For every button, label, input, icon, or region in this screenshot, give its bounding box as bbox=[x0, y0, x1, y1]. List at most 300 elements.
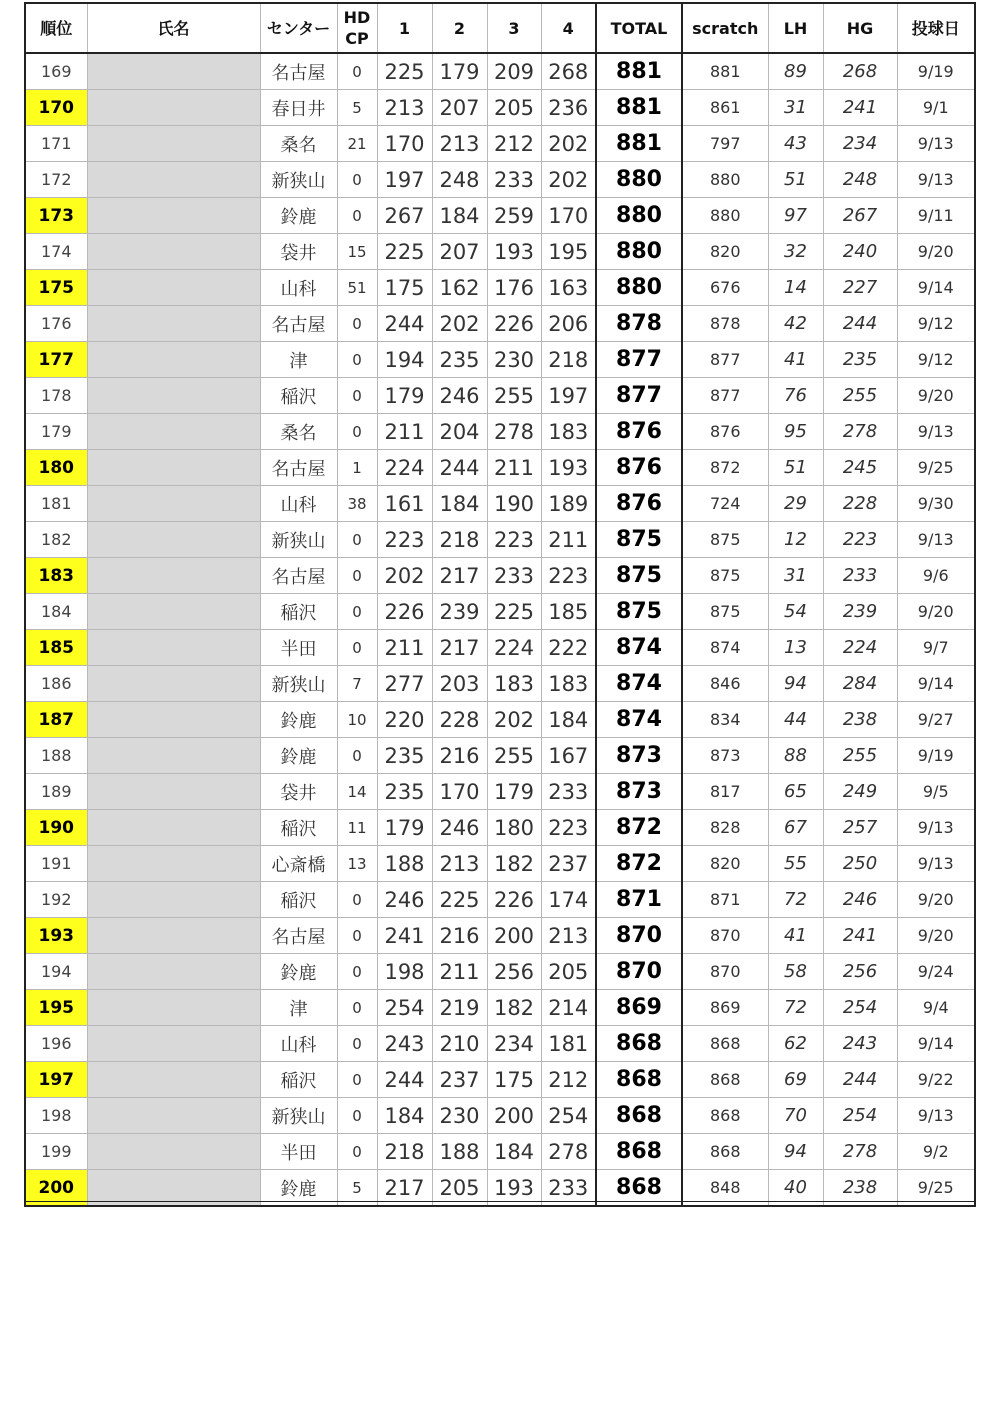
row-rank: 171 bbox=[25, 126, 87, 162]
row-game-3: 230 bbox=[487, 342, 541, 378]
row-hg: 239 bbox=[823, 594, 897, 630]
table-row bbox=[25, 234, 975, 270]
row-rank: 200 bbox=[25, 1170, 87, 1207]
row-game-4: 195 bbox=[541, 234, 596, 270]
row-hdcp: 0 bbox=[337, 522, 377, 558]
row-game-1: 184 bbox=[377, 1098, 432, 1134]
row-name-redacted bbox=[87, 414, 260, 450]
header-game-1: 1 bbox=[377, 3, 432, 53]
row-hg: 284 bbox=[823, 666, 897, 702]
row-game-3: 278 bbox=[487, 414, 541, 450]
row-center: 山科 bbox=[260, 270, 337, 306]
row-date: 9/2 bbox=[897, 1134, 975, 1170]
row-game-1: 211 bbox=[377, 630, 432, 666]
row-game-2: 237 bbox=[432, 1062, 487, 1098]
row-game-3: 180 bbox=[487, 810, 541, 846]
row-game-4: 202 bbox=[541, 162, 596, 198]
row-total: 881 bbox=[596, 53, 682, 90]
row-date: 9/12 bbox=[897, 342, 975, 378]
row-scratch: 872 bbox=[682, 450, 768, 486]
row-total: 876 bbox=[596, 414, 682, 450]
row-name-redacted bbox=[87, 954, 260, 990]
row-date: 9/13 bbox=[897, 1098, 975, 1134]
row-center: 袋井 bbox=[260, 234, 337, 270]
row-center: 稲沢 bbox=[260, 594, 337, 630]
row-game-4: 183 bbox=[541, 414, 596, 450]
row-date: 9/25 bbox=[897, 450, 975, 486]
row-name-redacted bbox=[87, 702, 260, 738]
table-row bbox=[25, 630, 975, 666]
row-name-redacted bbox=[87, 90, 260, 126]
row-lh: 89 bbox=[768, 53, 823, 90]
row-center: 袋井 bbox=[260, 774, 337, 810]
row-hg: 233 bbox=[823, 558, 897, 594]
row-hg: 278 bbox=[823, 1134, 897, 1170]
row-game-3: 182 bbox=[487, 846, 541, 882]
row-lh: 42 bbox=[768, 306, 823, 342]
row-game-4: 254 bbox=[541, 1098, 596, 1134]
header-game-2: 2 bbox=[432, 3, 487, 53]
row-game-3: 205 bbox=[487, 90, 541, 126]
row-total: 880 bbox=[596, 162, 682, 198]
row-game-4: 268 bbox=[541, 53, 596, 90]
row-rank: 181 bbox=[25, 486, 87, 522]
row-game-3: 233 bbox=[487, 162, 541, 198]
row-game-1: 198 bbox=[377, 954, 432, 990]
row-center: 稲沢 bbox=[260, 810, 337, 846]
row-center: 鈴鹿 bbox=[260, 1170, 337, 1207]
row-center: 新狭山 bbox=[260, 1098, 337, 1134]
row-name-redacted bbox=[87, 306, 260, 342]
row-scratch: 820 bbox=[682, 234, 768, 270]
row-game-2: 213 bbox=[432, 846, 487, 882]
row-rank: 186 bbox=[25, 666, 87, 702]
row-hg: 238 bbox=[823, 1170, 897, 1207]
row-hdcp: 0 bbox=[337, 1098, 377, 1134]
row-game-4: 184 bbox=[541, 702, 596, 738]
row-game-1: 241 bbox=[377, 918, 432, 954]
row-game-2: 218 bbox=[432, 522, 487, 558]
row-date: 9/20 bbox=[897, 882, 975, 918]
row-lh: 72 bbox=[768, 990, 823, 1026]
row-game-4: 223 bbox=[541, 558, 596, 594]
row-hdcp: 13 bbox=[337, 846, 377, 882]
row-rank: 185 bbox=[25, 630, 87, 666]
row-game-1: 179 bbox=[377, 810, 432, 846]
row-game-3: 193 bbox=[487, 234, 541, 270]
row-game-2: 204 bbox=[432, 414, 487, 450]
row-hdcp: 0 bbox=[337, 414, 377, 450]
row-date: 9/20 bbox=[897, 378, 975, 414]
row-game-2: 203 bbox=[432, 666, 487, 702]
row-center: 稲沢 bbox=[260, 882, 337, 918]
row-game-1: 197 bbox=[377, 162, 432, 198]
row-lh: 94 bbox=[768, 1134, 823, 1170]
row-game-2: 202 bbox=[432, 306, 487, 342]
row-game-3: 193 bbox=[487, 1170, 541, 1207]
row-name-redacted bbox=[87, 342, 260, 378]
row-game-2: 216 bbox=[432, 738, 487, 774]
row-game-1: 175 bbox=[377, 270, 432, 306]
row-date: 9/13 bbox=[897, 162, 975, 198]
row-rank: 170 bbox=[25, 90, 87, 126]
row-lh: 44 bbox=[768, 702, 823, 738]
row-game-4: 222 bbox=[541, 630, 596, 666]
row-rank: 176 bbox=[25, 306, 87, 342]
table-row bbox=[25, 774, 975, 810]
row-lh: 55 bbox=[768, 846, 823, 882]
row-hg: 249 bbox=[823, 774, 897, 810]
row-game-4: 233 bbox=[541, 774, 596, 810]
row-date: 9/27 bbox=[897, 702, 975, 738]
row-hg: 244 bbox=[823, 1062, 897, 1098]
row-center: 桑名 bbox=[260, 126, 337, 162]
row-date: 9/20 bbox=[897, 918, 975, 954]
row-name-redacted bbox=[87, 666, 260, 702]
table-row bbox=[25, 918, 975, 954]
row-game-4: 214 bbox=[541, 990, 596, 1026]
row-hdcp: 14 bbox=[337, 774, 377, 810]
row-date: 9/12 bbox=[897, 306, 975, 342]
row-hg: 244 bbox=[823, 306, 897, 342]
row-game-1: 218 bbox=[377, 1134, 432, 1170]
row-hg: 223 bbox=[823, 522, 897, 558]
header-hdcp-line1: HD bbox=[343, 8, 371, 27]
row-game-3: 209 bbox=[487, 53, 541, 90]
row-total: 868 bbox=[596, 1134, 682, 1170]
row-hg: 228 bbox=[823, 486, 897, 522]
row-name-redacted bbox=[87, 450, 260, 486]
table-row bbox=[25, 1134, 975, 1170]
row-name-redacted bbox=[87, 738, 260, 774]
table-row bbox=[25, 522, 975, 558]
row-game-2: 228 bbox=[432, 702, 487, 738]
row-scratch: 828 bbox=[682, 810, 768, 846]
row-lh: 31 bbox=[768, 90, 823, 126]
row-total: 876 bbox=[596, 486, 682, 522]
row-total: 871 bbox=[596, 882, 682, 918]
row-hg: 278 bbox=[823, 414, 897, 450]
row-game-4: 181 bbox=[541, 1026, 596, 1062]
row-hg: 241 bbox=[823, 90, 897, 126]
row-scratch: 868 bbox=[682, 1062, 768, 1098]
row-game-2: 205 bbox=[432, 1170, 487, 1207]
row-game-4: 212 bbox=[541, 1062, 596, 1098]
row-total: 868 bbox=[596, 1098, 682, 1134]
row-rank: 183 bbox=[25, 558, 87, 594]
row-hg: 246 bbox=[823, 882, 897, 918]
row-hdcp: 38 bbox=[337, 486, 377, 522]
row-hdcp: 0 bbox=[337, 378, 377, 414]
row-scratch: 820 bbox=[682, 846, 768, 882]
row-game-3: 233 bbox=[487, 558, 541, 594]
row-game-2: 225 bbox=[432, 882, 487, 918]
row-name-redacted bbox=[87, 882, 260, 918]
row-total: 881 bbox=[596, 126, 682, 162]
row-date: 9/13 bbox=[897, 846, 975, 882]
row-hg: 248 bbox=[823, 162, 897, 198]
row-hg: 254 bbox=[823, 1098, 897, 1134]
row-scratch: 676 bbox=[682, 270, 768, 306]
row-game-3: 176 bbox=[487, 270, 541, 306]
header-hdcp bbox=[337, 3, 377, 53]
row-game-4: 223 bbox=[541, 810, 596, 846]
row-game-4: 189 bbox=[541, 486, 596, 522]
row-game-2: 217 bbox=[432, 558, 487, 594]
header-center: センター bbox=[260, 3, 337, 53]
row-center: 半田 bbox=[260, 630, 337, 666]
row-hdcp: 0 bbox=[337, 918, 377, 954]
row-center: 名古屋 bbox=[260, 53, 337, 90]
row-name-redacted bbox=[87, 774, 260, 810]
row-game-4: 163 bbox=[541, 270, 596, 306]
row-game-2: 213 bbox=[432, 126, 487, 162]
row-game-4: 202 bbox=[541, 126, 596, 162]
row-game-3: 179 bbox=[487, 774, 541, 810]
row-rank: 199 bbox=[25, 1134, 87, 1170]
row-game-3: 226 bbox=[487, 882, 541, 918]
row-total: 873 bbox=[596, 738, 682, 774]
row-scratch: 848 bbox=[682, 1170, 768, 1207]
row-hg: 235 bbox=[823, 342, 897, 378]
row-game-4: 197 bbox=[541, 378, 596, 414]
row-rank: 190 bbox=[25, 810, 87, 846]
row-hg: 256 bbox=[823, 954, 897, 990]
row-total: 875 bbox=[596, 594, 682, 630]
row-hdcp: 5 bbox=[337, 90, 377, 126]
row-hdcp: 0 bbox=[337, 162, 377, 198]
row-lh: 32 bbox=[768, 234, 823, 270]
table-row bbox=[25, 342, 975, 378]
row-game-1: 161 bbox=[377, 486, 432, 522]
table-row bbox=[25, 810, 975, 846]
header-date: 投球日 bbox=[897, 3, 975, 53]
row-hdcp: 0 bbox=[337, 630, 377, 666]
row-game-4: 185 bbox=[541, 594, 596, 630]
row-hdcp: 0 bbox=[337, 558, 377, 594]
row-hg: 255 bbox=[823, 738, 897, 774]
row-hg: 250 bbox=[823, 846, 897, 882]
row-game-3: 184 bbox=[487, 1134, 541, 1170]
row-name-redacted bbox=[87, 1026, 260, 1062]
row-game-1: 235 bbox=[377, 738, 432, 774]
row-rank: 195 bbox=[25, 990, 87, 1026]
row-total: 870 bbox=[596, 918, 682, 954]
row-rank: 193 bbox=[25, 918, 87, 954]
row-game-2: 239 bbox=[432, 594, 487, 630]
row-hdcp: 15 bbox=[337, 234, 377, 270]
row-name-redacted bbox=[87, 990, 260, 1026]
row-game-1: 244 bbox=[377, 1062, 432, 1098]
row-game-1: 213 bbox=[377, 90, 432, 126]
header-total: TOTAL bbox=[596, 3, 682, 53]
row-date: 9/7 bbox=[897, 630, 975, 666]
row-game-1: 244 bbox=[377, 306, 432, 342]
row-game-2: 230 bbox=[432, 1098, 487, 1134]
row-game-1: 202 bbox=[377, 558, 432, 594]
row-game-1: 170 bbox=[377, 126, 432, 162]
row-scratch: 875 bbox=[682, 558, 768, 594]
row-center: 新狭山 bbox=[260, 162, 337, 198]
row-hg: 243 bbox=[823, 1026, 897, 1062]
row-rank: 174 bbox=[25, 234, 87, 270]
row-name-redacted bbox=[87, 1098, 260, 1134]
table-row bbox=[25, 846, 975, 882]
row-hg: 245 bbox=[823, 450, 897, 486]
row-hg: 254 bbox=[823, 990, 897, 1026]
row-game-2: 244 bbox=[432, 450, 487, 486]
row-total: 872 bbox=[596, 846, 682, 882]
row-hdcp: 0 bbox=[337, 306, 377, 342]
row-name-redacted bbox=[87, 162, 260, 198]
row-scratch: 873 bbox=[682, 738, 768, 774]
table-header bbox=[25, 3, 975, 53]
row-game-3: 255 bbox=[487, 738, 541, 774]
row-hdcp: 0 bbox=[337, 954, 377, 990]
header-lh: LH bbox=[768, 3, 823, 53]
row-center: 稲沢 bbox=[260, 1062, 337, 1098]
row-date: 9/6 bbox=[897, 558, 975, 594]
row-hdcp: 21 bbox=[337, 126, 377, 162]
row-hdcp: 0 bbox=[337, 738, 377, 774]
row-game-3: 190 bbox=[487, 486, 541, 522]
row-center: 稲沢 bbox=[260, 378, 337, 414]
header-hg: HG bbox=[823, 3, 897, 53]
row-scratch: 878 bbox=[682, 306, 768, 342]
row-game-4: 218 bbox=[541, 342, 596, 378]
row-lh: 51 bbox=[768, 162, 823, 198]
row-scratch: 880 bbox=[682, 198, 768, 234]
row-scratch: 724 bbox=[682, 486, 768, 522]
row-game-1: 188 bbox=[377, 846, 432, 882]
row-hdcp: 51 bbox=[337, 270, 377, 306]
row-game-4: 193 bbox=[541, 450, 596, 486]
row-lh: 76 bbox=[768, 378, 823, 414]
row-date: 9/24 bbox=[897, 954, 975, 990]
row-lh: 62 bbox=[768, 1026, 823, 1062]
table-row bbox=[25, 198, 975, 234]
row-hdcp: 11 bbox=[337, 810, 377, 846]
row-date: 9/19 bbox=[897, 738, 975, 774]
table-row bbox=[25, 378, 975, 414]
row-date: 9/11 bbox=[897, 198, 975, 234]
row-game-3: 212 bbox=[487, 126, 541, 162]
row-game-1: 226 bbox=[377, 594, 432, 630]
row-total: 874 bbox=[596, 630, 682, 666]
row-center: 名古屋 bbox=[260, 450, 337, 486]
row-date: 9/5 bbox=[897, 774, 975, 810]
row-scratch: 871 bbox=[682, 882, 768, 918]
row-lh: 43 bbox=[768, 126, 823, 162]
row-game-3: 211 bbox=[487, 450, 541, 486]
row-game-2: 188 bbox=[432, 1134, 487, 1170]
row-total: 880 bbox=[596, 270, 682, 306]
row-game-1: 225 bbox=[377, 234, 432, 270]
row-date: 9/1 bbox=[897, 90, 975, 126]
row-scratch: 881 bbox=[682, 53, 768, 90]
row-lh: 88 bbox=[768, 738, 823, 774]
table-row bbox=[25, 594, 975, 630]
row-lh: 12 bbox=[768, 522, 823, 558]
row-total: 868 bbox=[596, 1170, 682, 1207]
row-game-4: 213 bbox=[541, 918, 596, 954]
row-lh: 97 bbox=[768, 198, 823, 234]
table-row bbox=[25, 702, 975, 738]
row-hg: 240 bbox=[823, 234, 897, 270]
row-total: 881 bbox=[596, 90, 682, 126]
row-game-1: 194 bbox=[377, 342, 432, 378]
row-game-3: 225 bbox=[487, 594, 541, 630]
row-name-redacted bbox=[87, 1062, 260, 1098]
row-lh: 29 bbox=[768, 486, 823, 522]
row-lh: 69 bbox=[768, 1062, 823, 1098]
row-game-2: 162 bbox=[432, 270, 487, 306]
row-name-redacted bbox=[87, 594, 260, 630]
row-scratch: 875 bbox=[682, 594, 768, 630]
row-hg: 224 bbox=[823, 630, 897, 666]
row-game-2: 235 bbox=[432, 342, 487, 378]
row-game-1: 217 bbox=[377, 1170, 432, 1207]
row-lh: 67 bbox=[768, 810, 823, 846]
row-game-3: 234 bbox=[487, 1026, 541, 1062]
row-lh: 58 bbox=[768, 954, 823, 990]
row-total: 873 bbox=[596, 774, 682, 810]
row-total: 872 bbox=[596, 810, 682, 846]
row-total: 876 bbox=[596, 450, 682, 486]
row-total: 874 bbox=[596, 666, 682, 702]
row-game-2: 179 bbox=[432, 53, 487, 90]
row-game-2: 217 bbox=[432, 630, 487, 666]
row-game-4: 211 bbox=[541, 522, 596, 558]
row-date: 9/14 bbox=[897, 270, 975, 306]
row-game-1: 246 bbox=[377, 882, 432, 918]
row-total: 875 bbox=[596, 522, 682, 558]
row-center: 鈴鹿 bbox=[260, 702, 337, 738]
row-date: 9/13 bbox=[897, 126, 975, 162]
row-game-3: 183 bbox=[487, 666, 541, 702]
row-rank: 177 bbox=[25, 342, 87, 378]
row-rank: 184 bbox=[25, 594, 87, 630]
row-scratch: 877 bbox=[682, 342, 768, 378]
row-rank: 188 bbox=[25, 738, 87, 774]
row-rank: 175 bbox=[25, 270, 87, 306]
row-rank: 187 bbox=[25, 702, 87, 738]
row-lh: 94 bbox=[768, 666, 823, 702]
row-game-1: 220 bbox=[377, 702, 432, 738]
row-date: 9/25 bbox=[897, 1170, 975, 1207]
row-hdcp: 0 bbox=[337, 1134, 377, 1170]
row-hdcp: 0 bbox=[337, 198, 377, 234]
row-game-4: 167 bbox=[541, 738, 596, 774]
row-game-2: 184 bbox=[432, 486, 487, 522]
header-game-4: 4 bbox=[541, 3, 596, 53]
row-total: 868 bbox=[596, 1026, 682, 1062]
row-lh: 40 bbox=[768, 1170, 823, 1207]
row-center: 心斎橋 bbox=[260, 846, 337, 882]
table-row bbox=[25, 90, 975, 126]
row-name-redacted bbox=[87, 198, 260, 234]
header-scratch: scratch bbox=[682, 3, 768, 53]
row-lh: 31 bbox=[768, 558, 823, 594]
row-game-2: 211 bbox=[432, 954, 487, 990]
row-name-redacted bbox=[87, 558, 260, 594]
row-scratch: 846 bbox=[682, 666, 768, 702]
row-name-redacted bbox=[87, 522, 260, 558]
table-row bbox=[25, 1062, 975, 1098]
row-game-4: 206 bbox=[541, 306, 596, 342]
row-game-2: 207 bbox=[432, 90, 487, 126]
row-lh: 65 bbox=[768, 774, 823, 810]
